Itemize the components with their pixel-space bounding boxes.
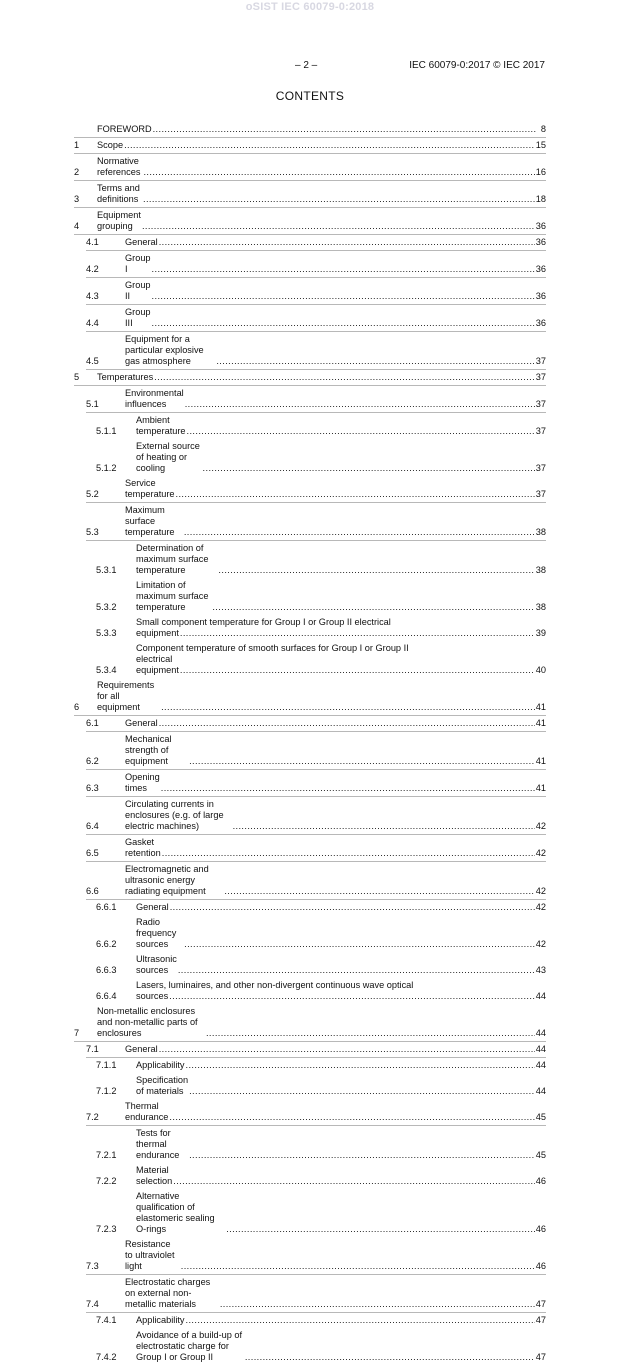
- toc-dot-leader: [224, 886, 534, 897]
- toc-entry-title-wrap: [136, 441, 536, 474]
- toc-entry-title-wrap: [125, 253, 536, 275]
- toc-entry-title-wrap: [97, 1006, 536, 1039]
- toc-entry-title: Maximum surface temperature: [125, 505, 175, 537]
- toc-entry-title-wrap: [136, 1165, 536, 1187]
- toc-entry-number: 6.1: [86, 718, 99, 728]
- toc-dot-leader: [216, 356, 534, 367]
- toc-entry-number: 6: [74, 702, 80, 712]
- toc-entry[interactable]: [86, 1275, 546, 1313]
- toc-entry-title-wrap: [136, 580, 536, 613]
- toc-entry[interactable]: [74, 1328, 546, 1365]
- toc-dot-leader: [124, 140, 535, 151]
- toc-dot-leader: [143, 194, 535, 205]
- toc-entry[interactable]: [86, 732, 546, 770]
- toc-dot-leader: [184, 939, 535, 950]
- toc-entry-title: Opening times: [125, 772, 160, 793]
- toc-dot-leader: [212, 602, 534, 613]
- toc-entry-title: Normative references: [97, 156, 141, 177]
- toc-dot-leader: [162, 848, 535, 859]
- toc-entry-page: 42: [535, 902, 546, 912]
- toc-entry[interactable]: [86, 251, 546, 278]
- toc-dot-leader: [186, 1315, 535, 1326]
- toc-entry-number: 7.3: [86, 1261, 99, 1271]
- toc-entry[interactable]: [86, 770, 546, 797]
- header-standard-reference: IEC 60079-0:2017 © IEC 2017: [409, 60, 545, 71]
- toc-entry-number: 4.2: [86, 264, 99, 274]
- toc-entry[interactable]: [86, 503, 546, 541]
- toc-entry[interactable]: [86, 797, 546, 835]
- toc-entry-title-wrap: [125, 864, 536, 897]
- toc-entry-title: Resistance to ultraviolet light: [125, 1239, 175, 1271]
- toc-entry[interactable]: [74, 370, 546, 386]
- toc-dot-leader: [189, 1086, 535, 1097]
- toc-entry[interactable]: [86, 862, 546, 900]
- toc-entry[interactable]: [74, 1004, 546, 1042]
- toc-entry-page: 45: [535, 1150, 546, 1160]
- toc-entry-page: 42: [535, 939, 546, 949]
- toc-entry-number: 5.2: [86, 489, 99, 499]
- toc-entry-title-wrap: [136, 954, 536, 976]
- toc-entry[interactable]: [86, 278, 546, 305]
- toc-entry-number: 7.4: [86, 1299, 99, 1309]
- toc-entry-title-wrap: [125, 280, 536, 302]
- toc-entry-title-wrap: [97, 372, 536, 383]
- toc-entry[interactable]: [74, 1058, 546, 1073]
- toc-entry[interactable]: [74, 181, 546, 208]
- toc-entry[interactable]: [86, 1042, 546, 1058]
- toc-entry-title: Mechanical strength of equipment: [125, 734, 172, 766]
- toc-entry-title: Material selection: [136, 1165, 173, 1186]
- toc-entry-title: Limitation of maximum surface temperature: [136, 580, 209, 612]
- toc-entry-title-wrap: [125, 1044, 536, 1055]
- toc-entry-title-continued: [136, 654, 536, 676]
- toc-entry-title: Determination of maximum surface temperature: [136, 543, 209, 575]
- toc-entry-title: Group III: [125, 307, 151, 328]
- toc-entry-title: General: [125, 1044, 158, 1054]
- toc-entry-number: 4.3: [86, 291, 99, 301]
- toc-entry-page: 41: [535, 756, 546, 766]
- header-page-number: – 2 –: [295, 60, 318, 71]
- toc-entry-number: 7.1.2: [96, 1086, 117, 1096]
- toc-entry-number: 5: [74, 372, 80, 382]
- toc-entry[interactable]: [86, 305, 546, 332]
- toc-entry-page: 37: [535, 372, 546, 382]
- toc-entry-page: 43: [535, 965, 546, 975]
- toc-entry-number: 7.4.2: [96, 1352, 117, 1362]
- toc-entry-title-wrap: [125, 837, 536, 859]
- toc-entry[interactable]: [74, 208, 546, 235]
- toc-entry-page: 46: [535, 1224, 546, 1234]
- toc-dot-leader: [176, 489, 535, 500]
- toc-entry-title-wrap: [97, 124, 537, 135]
- toc-entry-page: 44: [535, 991, 546, 1001]
- toc-entry-title: Non-metallic enclosures and non-metallic parts of enclosures: [97, 1006, 198, 1038]
- toc-entry-number: 6.6: [86, 886, 99, 896]
- toc-entry-page: 41: [535, 783, 546, 793]
- toc-entry-title-wrap: [136, 643, 536, 676]
- toc-entry-number: 3: [74, 194, 80, 204]
- toc-entry-page: 44: [535, 1028, 546, 1038]
- toc-entry-number: 6.4: [86, 821, 99, 831]
- toc-entry-number: 5.1: [86, 399, 99, 409]
- toc-entry[interactable]: [74, 1313, 546, 1328]
- toc-entry-title-wrap: [136, 902, 536, 913]
- toc-dot-leader: [161, 783, 535, 794]
- toc-entry-number: 7.1: [86, 1044, 99, 1054]
- toc-entry-title: General: [125, 237, 158, 247]
- toc-entry[interactable]: [74, 413, 546, 439]
- toc-entry-title-wrap: [136, 617, 536, 639]
- toc-dot-leader: [152, 264, 535, 275]
- toc-entry-page: 44: [535, 1060, 546, 1070]
- toc-entry-page: 37: [535, 399, 546, 409]
- toc-entry-title: Ambient temperature: [136, 415, 186, 436]
- toc-dot-leader: [185, 399, 535, 410]
- toc-entry-title: Lasers, luminaires, and other non-divergent continuous wave optical: [136, 980, 414, 990]
- toc-entry-title-wrap: [136, 1075, 536, 1097]
- toc-entry-number: 5.3: [86, 527, 99, 537]
- toc-entry[interactable]: [86, 835, 546, 862]
- toc-entry-title-line2: sources: [136, 991, 169, 1001]
- toc-entry-title-wrap: [136, 1191, 536, 1235]
- contents-title: CONTENTS: [275, 89, 345, 103]
- toc-entry[interactable]: [74, 154, 546, 181]
- toc-entry-number: 7.2.2: [96, 1176, 117, 1186]
- toc-entry-number: 7.4.1: [96, 1315, 117, 1325]
- toc-entry-title: Small component temperature for Group I or Group II electrical: [136, 617, 391, 627]
- toc-entry-page: 47: [535, 1352, 546, 1362]
- toc-dot-leader: [181, 1261, 535, 1272]
- toc-entry-number: 7.1.1: [96, 1060, 117, 1070]
- toc-entry-title-continued: [136, 991, 536, 1002]
- toc-entry-page: 41: [535, 702, 546, 712]
- toc-entry-number: 6.2: [86, 756, 99, 766]
- toc-entry-title: General: [125, 718, 158, 728]
- toc-entry-page: 45: [535, 1112, 546, 1122]
- toc-entry-title: Component temperature of smooth surfaces for Group I or Group II: [136, 643, 409, 653]
- toc-entry-page: 39: [535, 628, 546, 638]
- toc-entry-title-wrap: [136, 917, 536, 950]
- toc-entry-number: 6.6.4: [96, 991, 117, 1001]
- toc-entry-page: 41: [535, 718, 546, 728]
- toc-dot-leader: [220, 1299, 535, 1310]
- toc-entry[interactable]: [86, 1237, 546, 1275]
- toc-entry[interactable]: [74, 1163, 546, 1189]
- toc-entry-title-wrap: [125, 478, 536, 500]
- toc-entry-title: Alternative qualification of elastomeric sealing O-rings: [136, 1191, 215, 1234]
- toc-entry-title: General: [136, 902, 169, 912]
- toc-entry-number: 5.1.2: [96, 463, 117, 473]
- toc-entry-page: 36: [535, 291, 546, 301]
- toc-entry-page: 42: [535, 886, 546, 896]
- toc-entry[interactable]: [74, 678, 546, 716]
- toc-dot-leader: [161, 702, 535, 713]
- toc-entry[interactable]: [86, 1099, 546, 1126]
- toc-entry-title-wrap: [125, 505, 536, 538]
- toc-entry-title: Radio frequency sources: [136, 917, 177, 949]
- toc-dot-leader: [206, 1028, 535, 1039]
- toc-entry-number: 2: [74, 167, 80, 177]
- toc-entry[interactable]: [74, 915, 546, 952]
- toc-entry-page: 40: [535, 665, 546, 675]
- toc-dot-leader: [189, 1150, 535, 1161]
- toc-entry[interactable]: [74, 541, 546, 578]
- toc-entry[interactable]: [86, 386, 546, 413]
- toc-entry[interactable]: [74, 1126, 546, 1163]
- toc-dot-leader: [178, 965, 535, 976]
- toc-dot-leader: [170, 902, 535, 913]
- toc-entry-title-wrap: [125, 718, 536, 729]
- toc-entry-title-wrap: [136, 1128, 536, 1161]
- toc-entry-title: Applicability: [136, 1060, 185, 1070]
- toc-entry-page: 36: [535, 237, 546, 247]
- toc-entry-title: Specification of materials: [136, 1075, 189, 1096]
- toc-entry[interactable]: [74, 138, 546, 154]
- toc-entry-number: 7.2.3: [96, 1224, 117, 1234]
- toc-dot-leader: [189, 756, 535, 767]
- toc-entry[interactable]: [74, 1189, 546, 1237]
- toc-entry[interactable]: [86, 716, 546, 732]
- toc-entry-title-line2: electrical equipment: [136, 654, 179, 675]
- toc-dot-leader: [233, 821, 535, 832]
- toc-dot-leader: [159, 718, 535, 729]
- toc-entry-title: Thermal endurance: [125, 1101, 169, 1122]
- toc-dot-leader: [226, 1224, 535, 1235]
- toc-dot-leader: [169, 1112, 534, 1123]
- toc-entry-number: 7.2.1: [96, 1150, 117, 1160]
- toc-dot-leader: [159, 237, 535, 248]
- toc-entry-page: 8: [540, 124, 546, 134]
- toc-dot-leader: [152, 291, 535, 302]
- toc-dot-leader: [187, 426, 535, 437]
- toc-entry-title: FOREWORD: [97, 124, 152, 134]
- toc-entry-number: 5.3.4: [96, 665, 117, 675]
- toc-entry-number: 5.1.1: [96, 426, 117, 436]
- toc-entry-page: 38: [535, 565, 546, 575]
- toc-entry-title: Equipment for a particular explosive gas atmosphere: [125, 334, 204, 366]
- toc-entry-title: Requirements for all equipment: [97, 680, 155, 712]
- toc-entry-title-wrap: [136, 1315, 536, 1326]
- toc-entry-title-wrap: [97, 140, 536, 151]
- toc-entry-title-continued: [136, 628, 536, 639]
- toc-dot-leader: [184, 527, 535, 538]
- toc-dot-leader: [218, 565, 534, 576]
- toc-entry-title: Service temperature: [125, 478, 175, 499]
- toc-entry-page: 46: [535, 1261, 546, 1271]
- toc-entry-title: Electromagnetic and ultrasonic energy radiating equipment: [125, 864, 209, 896]
- toc-dot-leader: [152, 318, 535, 329]
- toc-dot-leader: [169, 991, 535, 1002]
- toc-dot-leader: [159, 1044, 535, 1055]
- toc-entry-number: 4.5: [86, 356, 99, 366]
- toc-entry-title-wrap: [125, 799, 536, 832]
- toc-entry-title-wrap: [136, 543, 536, 576]
- toc-entry-number: 6.6.1: [96, 902, 117, 912]
- toc-dot-leader: [173, 1176, 535, 1187]
- toc-entry-title-wrap: [125, 388, 536, 410]
- toc-entry-title-wrap: [125, 1239, 536, 1272]
- toc-entry-page: 18: [535, 194, 546, 204]
- toc-entry-page: 42: [535, 821, 546, 831]
- toc-entry-number: 5.3.1: [96, 565, 117, 575]
- toc-entry-title-line2: equipment: [136, 628, 179, 638]
- toc-entry-title-wrap: [136, 980, 536, 1002]
- toc-entry-title-wrap: [97, 156, 536, 178]
- toc-entry-page: 15: [535, 140, 546, 150]
- toc-entry[interactable]: [74, 952, 546, 978]
- toc-dot-leader: [154, 372, 535, 383]
- toc-entry-title-wrap: [97, 183, 536, 205]
- toc-entry-title: Applicability: [136, 1315, 185, 1325]
- toc-entry-number: 4: [74, 221, 80, 231]
- toc-dot-leader: [186, 1060, 535, 1071]
- toc-entry-title-wrap: [136, 1060, 536, 1071]
- toc-entry-number: 6.6.2: [96, 939, 117, 949]
- toc-entry-page: 47: [535, 1315, 546, 1325]
- toc-entry-page: 36: [535, 221, 546, 231]
- toc-entry-page: 42: [535, 848, 546, 858]
- toc-entry[interactable]: [86, 332, 546, 370]
- toc-entry-page: 44: [535, 1044, 546, 1054]
- toc-entry[interactable]: [74, 900, 546, 915]
- toc-entry-title: Scope: [97, 140, 124, 150]
- toc-entry[interactable]: [74, 439, 546, 476]
- toc-entry[interactable]: [74, 641, 546, 678]
- toc-entry-title-wrap: [125, 1101, 536, 1123]
- toc-entry-title: Gasket retention: [125, 837, 161, 858]
- toc-entry-title: Temperatures: [97, 372, 154, 382]
- toc-entry[interactable]: [74, 578, 546, 615]
- toc-entry-page: 44: [535, 1086, 546, 1096]
- toc-dot-leader: [180, 665, 535, 676]
- toc-entry-title-wrap: [125, 1277, 536, 1310]
- toc-entry-number: 6.3: [86, 783, 99, 793]
- toc-entry[interactable]: [74, 1073, 546, 1099]
- toc-entry-title: Tests for thermal endurance: [136, 1128, 180, 1160]
- toc-entry-page: 38: [535, 602, 546, 612]
- toc-entry-title: Environmental influences: [125, 388, 184, 409]
- toc-entry-page: 36: [535, 318, 546, 328]
- toc-entry-title-wrap: [125, 734, 536, 767]
- toc-entry-title-wrap: [136, 1330, 536, 1363]
- toc-entry[interactable]: [86, 235, 546, 251]
- toc-entry-page: 37: [535, 463, 546, 473]
- toc-dot-leader: [142, 221, 535, 232]
- toc-entry[interactable]: [86, 476, 546, 503]
- toc-entry-number: 6.6.3: [96, 965, 117, 975]
- toc-entry-page: 36: [535, 264, 546, 274]
- toc-entry-page: 37: [535, 426, 546, 436]
- toc-entry[interactable]: [74, 615, 546, 641]
- toc-entry-title-wrap: [97, 680, 536, 713]
- toc-entry-page: 37: [535, 356, 546, 366]
- toc-dot-leader: [245, 1352, 535, 1363]
- toc-entry-title: Avoidance of a build-up of electrostatic charge for Group I or Group II: [136, 1330, 243, 1362]
- toc-entry-title: Electrostatic charges on external non-metallic materials: [125, 1277, 211, 1309]
- toc-entry-number: 5.3.3: [96, 628, 117, 638]
- toc-entry-page: 46: [535, 1176, 546, 1186]
- toc-entry-title-wrap: [97, 210, 536, 232]
- toc-dot-leader: [153, 124, 536, 135]
- toc-entry-title: Terms and definitions: [97, 183, 140, 204]
- toc-entry-title: Equipment grouping: [97, 210, 141, 231]
- toc-entry-number: 7: [74, 1028, 80, 1038]
- toc-entry-title-wrap: [125, 237, 536, 248]
- toc-entry-title: Group I: [125, 253, 151, 274]
- toc-entry-title-wrap: [125, 772, 536, 794]
- toc-entry-title-wrap: [136, 415, 536, 437]
- table-of-contents: [74, 122, 546, 1365]
- toc-entry-page: 47: [535, 1299, 546, 1309]
- toc-entry-title-wrap: [125, 307, 536, 329]
- toc-entry-title: Ultrasonic sources: [136, 954, 177, 975]
- toc-entry-number: 5.3.2: [96, 602, 117, 612]
- toc-entry-number: 6.5: [86, 848, 99, 858]
- toc-entry-title: Circulating currents in enclosures (e.g. of large electric machines): [125, 799, 224, 831]
- toc-entry-number: 4.1: [86, 237, 99, 247]
- toc-dot-leader: [180, 628, 535, 639]
- toc-entry-number: 4.4: [86, 318, 99, 328]
- toc-dot-leader: [143, 167, 534, 178]
- toc-entry-title: Group II: [125, 280, 151, 301]
- toc-entry-page: 37: [535, 489, 546, 499]
- toc-entry-title: External source of heating or cooling: [136, 441, 200, 473]
- toc-entry-page: 16: [535, 167, 546, 177]
- watermark: oSIST IEC 60079-0:2018: [245, 1, 375, 13]
- toc-dot-leader: [203, 463, 535, 474]
- toc-entry-page: 38: [535, 527, 546, 537]
- toc-entry[interactable]: [74, 122, 546, 138]
- toc-entry-title-wrap: [125, 334, 536, 367]
- toc-entry-number: 1: [74, 140, 80, 150]
- toc-entry-number: 7.2: [86, 1112, 99, 1122]
- toc-entry[interactable]: [74, 978, 546, 1004]
